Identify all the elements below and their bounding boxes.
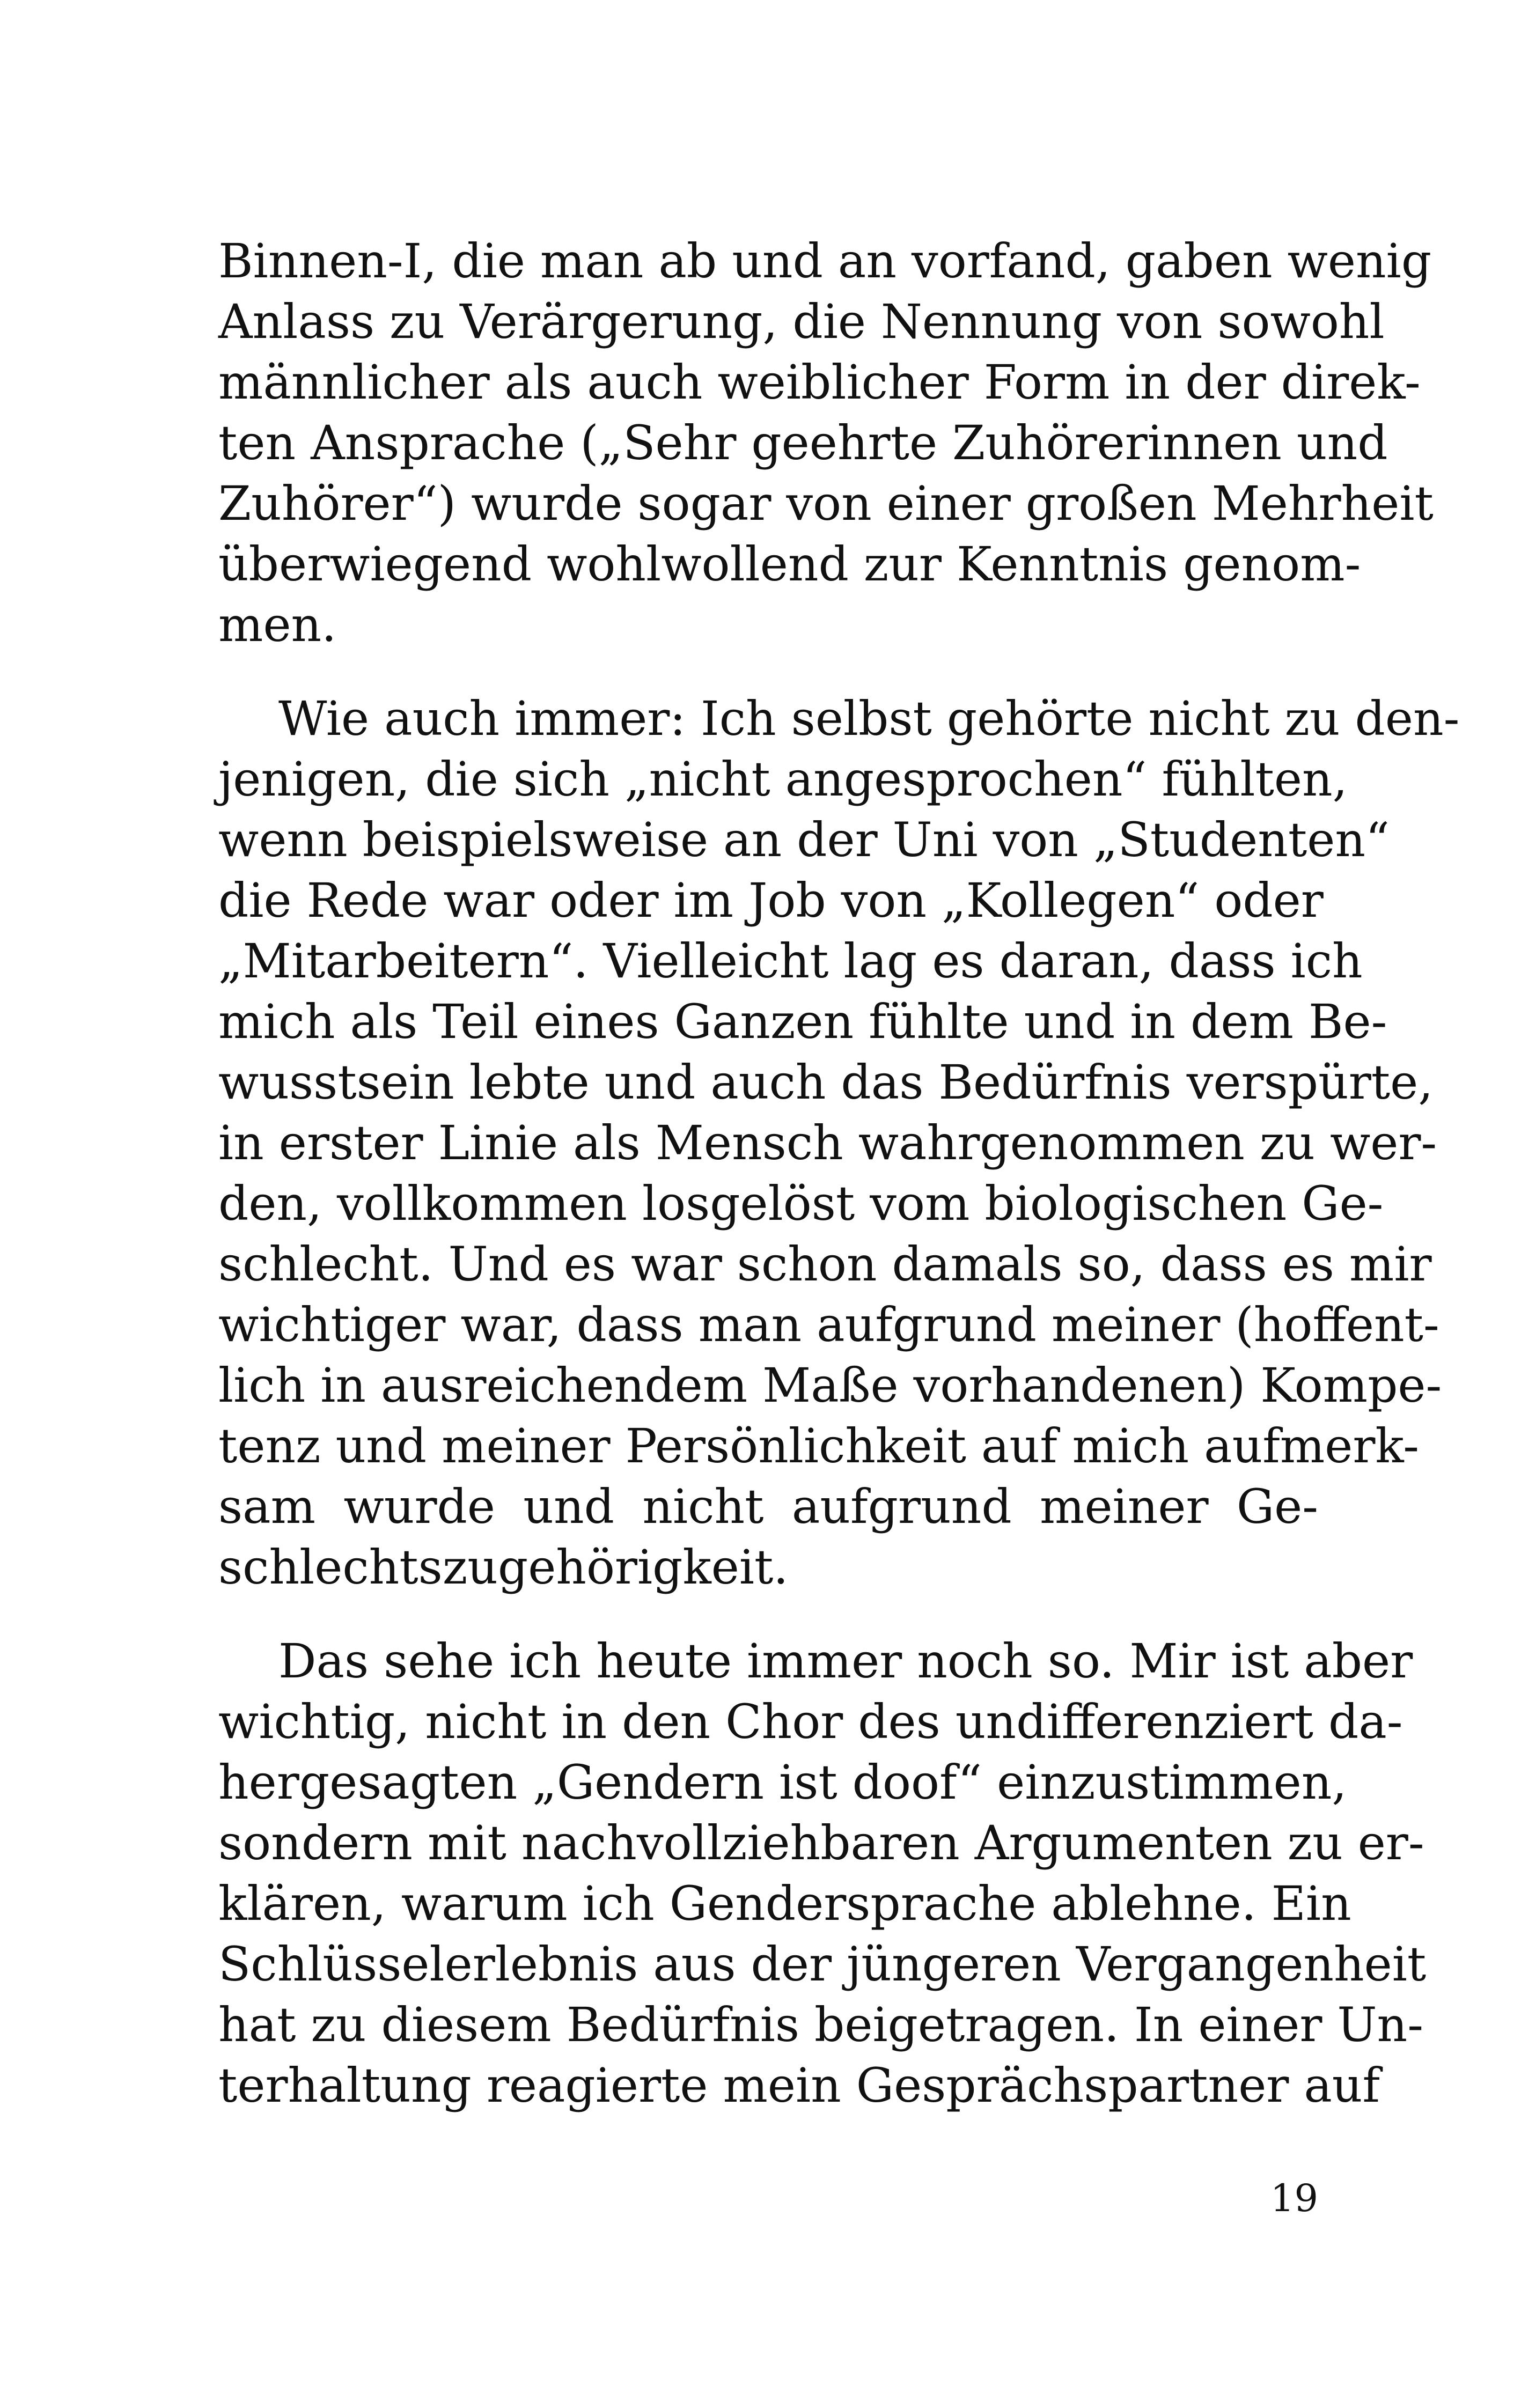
text-line: wichtig, nicht in den Chor des undifferenziert da- — [218, 1694, 1403, 1749]
text-line: mich als Teil eines Ganzen fühlte und in dem Be- — [218, 994, 1387, 1049]
text-line: Binnen-I, die man ab und an vorfand, gaben wenig — [218, 233, 1432, 289]
page-number: 19 — [1270, 2176, 1318, 2220]
text-line: schlecht. Und es war schon damals so, dass es mir — [218, 1236, 1432, 1292]
text-line: sam wurde und nicht aufgrund meiner Ge- — [218, 1479, 1318, 1534]
text-line: wichtiger war, dass man aufgrund meiner (hoffent- — [218, 1297, 1439, 1352]
text-line: tenz und meiner Persönlichkeit auf mich aufmerk- — [218, 1418, 1419, 1474]
text-line: men. — [218, 597, 337, 652]
text-line: männlicher als auch weiblicher Form in der direk- — [218, 355, 1421, 410]
text-line: lich in ausreichendem Maße vorhandenen) Kompe- — [218, 1358, 1442, 1413]
text-line: Zuhörer“) wurde sogar von einer großen Mehrheit — [218, 476, 1434, 531]
text-line: Das sehe ich heute immer noch so. Mir ist aber — [278, 1633, 1413, 1689]
text-line: hat zu diesem Bedürfnis beigetragen. In einer Un- — [218, 1997, 1423, 2052]
text-line: Anlass zu Verärgerung, die Nennung von sowohl — [218, 294, 1385, 349]
paragraph-2 — [218, 688, 1460, 1597]
text-line: hergesagten „Gendern ist doof“ einzustimmen, — [218, 1755, 1347, 1810]
paragraph-3 — [218, 1631, 1427, 2116]
text-line: wusstsein lebte und auch das Bedürfnis verspürte, — [218, 1055, 1434, 1110]
text-line: „Mitarbeitern“. Vielleicht lag es daran, dass ich — [218, 933, 1363, 989]
text-line: Schlüsselerlebnis aus der jüngeren Vergangenheit — [218, 1936, 1427, 1992]
paragraph-1 — [218, 231, 1434, 655]
text-line: die Rede war oder im Job von „Kollegen“ oder — [218, 873, 1324, 928]
text-line: jenigen, die sich „nicht angesprochen“ fühlten, — [218, 752, 1348, 807]
text-line: klären, warum ich Gendersprache ablehne. Ein — [218, 1876, 1351, 1931]
text-line: schlechtszugehörigkeit. — [218, 1540, 789, 1595]
text-line: terhaltung reagierte mein Gesprächspartner auf — [218, 2058, 1380, 2113]
text-line: Wie auch immer: Ich selbst gehörte nicht zu den- — [278, 691, 1460, 746]
text-line: wenn beispielsweise an der Uni von „Studenten“ — [218, 812, 1390, 867]
text-line: sondern mit nachvollziehbaren Argumenten zu er- — [218, 1815, 1424, 1871]
text-line: in erster Linie als Mensch wahrgenommen zu wer- — [218, 1115, 1437, 1170]
text-line: ten Ansprache („Sehr geehrte Zuhörerinnen und — [218, 415, 1388, 470]
text-line: den, vollkommen losgelöst vom biologischen Ge- — [218, 1176, 1384, 1231]
text-line: überwiegend wohlwollend zur Kenntnis genom- — [218, 536, 1361, 592]
body-text — [218, 231, 1460, 2116]
